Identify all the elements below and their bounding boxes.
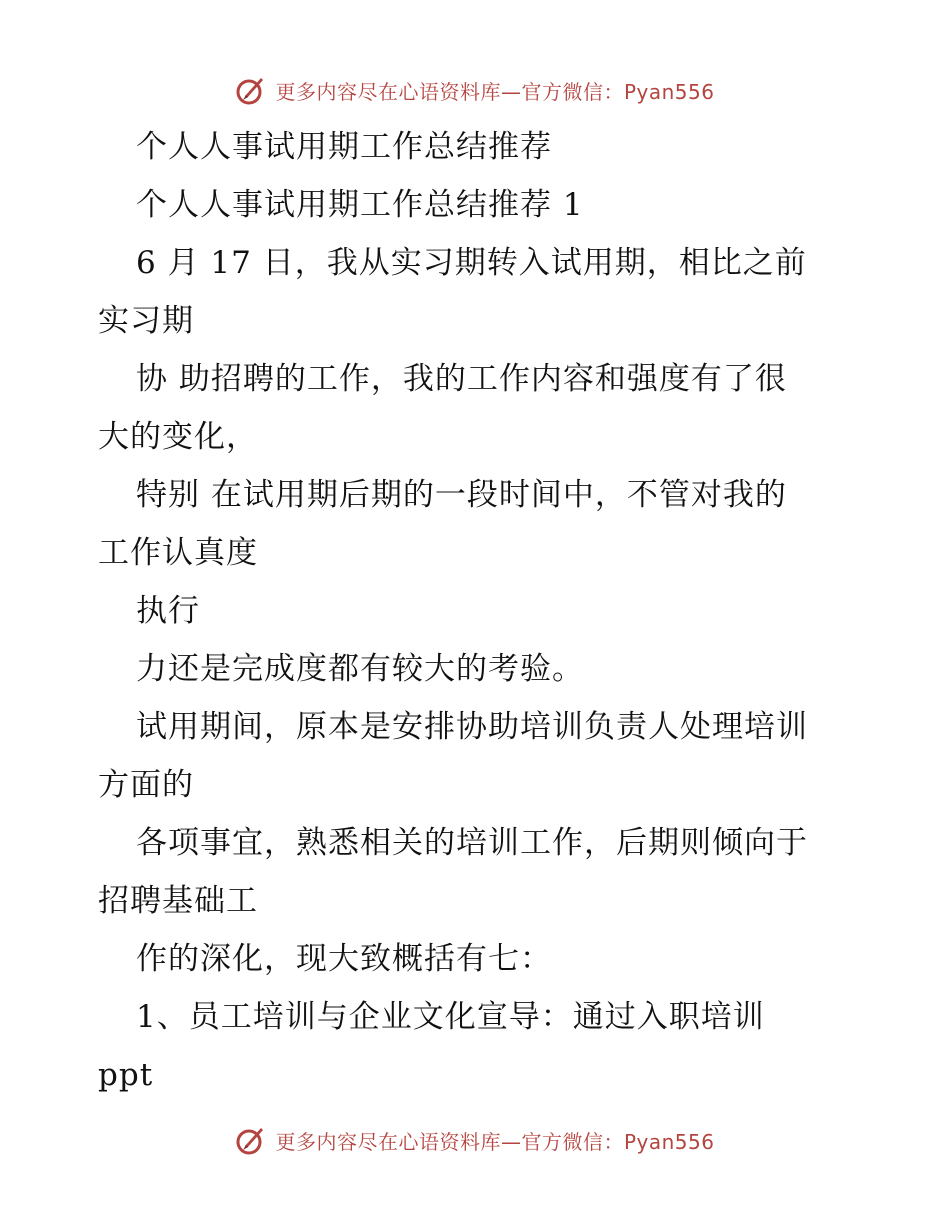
document-body bbox=[98, 118, 858, 1104]
text-line: 各项事宜，熟悉相关的培训工作，后期则倾向于 bbox=[136, 825, 808, 861]
text-line: 作的深化，现大致概括有七： bbox=[136, 941, 552, 977]
text-line: 特别 在试用期后期的一段时间中，不管对我的 bbox=[136, 477, 787, 513]
text-line: 执行 bbox=[136, 593, 200, 629]
text-line: 试用期间，原本是安排协助培训负责人处理培训 bbox=[136, 709, 808, 745]
footer-watermark bbox=[0, 1120, 950, 1160]
text-line: 力还是完成度都有较大的考验。 bbox=[136, 651, 584, 687]
text-line: 工作认真度 bbox=[98, 535, 258, 571]
quill-logo-icon bbox=[235, 1124, 267, 1156]
text-line: 个人人事试用期工作总结推荐 bbox=[136, 129, 552, 165]
quill-logo-icon bbox=[235, 74, 267, 106]
text-line: 1、员工培训与企业文化宣导：通过入职培训 bbox=[136, 999, 765, 1035]
text-line: 协 助招聘的工作，我的工作内容和强度有了很 bbox=[136, 361, 787, 397]
text-line: 招聘基础工 bbox=[98, 883, 258, 919]
header-watermark bbox=[0, 70, 950, 110]
watermark-text: 更多内容尽在心语资料库—官方微信：Pyan556 bbox=[275, 79, 715, 104]
text-line: 6 月 17 日，我从实习期转入试用期，相比之前 bbox=[136, 245, 807, 281]
text-line: 实习期 bbox=[98, 303, 194, 339]
text-line: 方面的 bbox=[98, 767, 194, 803]
text-line: 个人人事试用期工作总结推荐 1 bbox=[136, 187, 584, 223]
watermark-text: 更多内容尽在心语资料库—官方微信：Pyan556 bbox=[275, 1129, 715, 1154]
text-line: 大的变化， bbox=[98, 419, 258, 455]
text-line: ppt bbox=[98, 1057, 154, 1093]
